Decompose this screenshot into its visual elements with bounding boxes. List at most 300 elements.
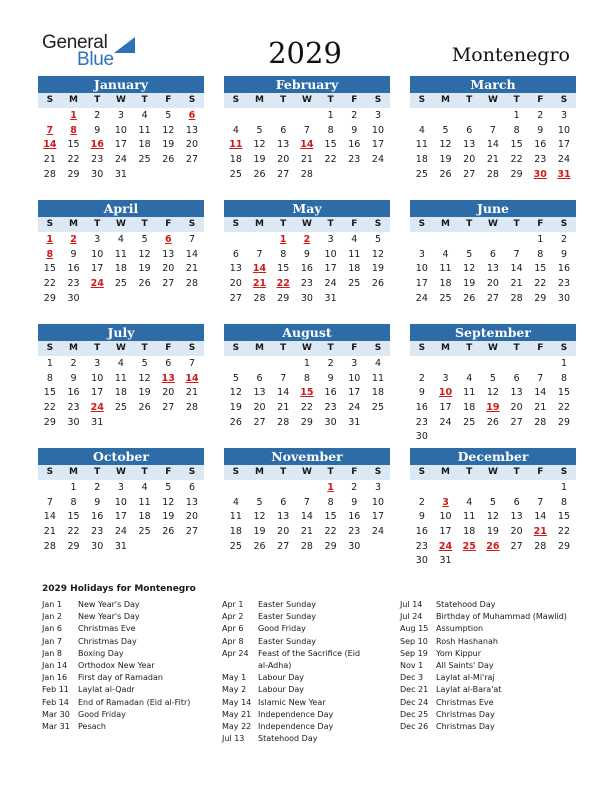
day-cell: 29 [324, 540, 337, 552]
holiday-row [400, 623, 574, 635]
day-cell: 4 [117, 358, 124, 369]
day-cell: 11 [114, 372, 127, 384]
weekday-label: T [141, 219, 148, 229]
day-cell: 16 [534, 139, 547, 151]
day-cell: 9 [418, 387, 425, 399]
month-header: November [224, 448, 390, 465]
day-cell: 30 [324, 416, 337, 428]
day-cell: 11 [463, 387, 476, 399]
day-cell: 17 [415, 278, 428, 290]
day-cell: 4 [466, 372, 473, 384]
day-cell: 10 [348, 372, 361, 384]
day-cell: 2 [351, 482, 358, 493]
year-title: 2029 [268, 36, 342, 70]
day-cell: 12 [138, 248, 151, 260]
holiday-day: 14 [252, 263, 267, 275]
day-cell: 19 [463, 278, 476, 290]
day-cell: 17 [439, 526, 452, 538]
day-cell: 24 [439, 416, 452, 428]
day-cell: 30 [91, 168, 104, 180]
day-cell: 3 [560, 110, 567, 121]
logo-text-blue: Blue [77, 49, 114, 70]
day-cell: 20 [229, 278, 242, 290]
weekday-label: W [115, 467, 126, 477]
holiday-date: Jan 16 [42, 673, 68, 683]
holiday-date: Apr 8 [222, 636, 244, 646]
day-cell: 13 [277, 511, 290, 523]
holiday-row [42, 684, 216, 696]
holiday-name: Christmas Eve [436, 697, 494, 707]
day-cell: 19 [253, 526, 266, 538]
weekday-label: T [280, 467, 287, 477]
holiday-row [42, 648, 216, 660]
day-cell: 29 [510, 168, 523, 180]
day-grid [410, 108, 576, 181]
weekday-label: S [418, 467, 426, 477]
month-january [38, 76, 204, 181]
day-cell: 1 [537, 234, 544, 245]
day-cell: 29 [67, 540, 80, 552]
weekday-label: S [560, 343, 568, 353]
holiday-date: Dec 24 [400, 697, 429, 707]
day-cell: 13 [510, 511, 523, 523]
logo-text-general: General [42, 32, 108, 53]
day-cell: 9 [537, 124, 544, 136]
day-empty [224, 108, 248, 123]
weekday-label: S [188, 95, 196, 105]
holiday-name: New Year's Day [78, 600, 140, 609]
day-cell: 16 [557, 263, 571, 275]
day-cell: 6 [466, 124, 473, 136]
holiday-day: 26 [486, 540, 500, 552]
holiday-date: Jan 8 [42, 648, 62, 658]
weekday-label: S [374, 467, 382, 477]
day-empty [434, 108, 458, 123]
weekday-label: W [301, 219, 312, 229]
weekday-label: W [301, 467, 312, 477]
holiday-row [222, 599, 396, 611]
holiday-date: Jan 7 [42, 636, 62, 646]
day-cell: 27 [510, 416, 523, 428]
weekday-label: W [115, 95, 126, 105]
day-cell: 8 [327, 124, 334, 136]
day-cell: 11 [463, 511, 476, 523]
day-cell: 9 [94, 124, 101, 136]
month-header: December [410, 448, 576, 465]
holiday-row [222, 684, 396, 696]
holiday-column [42, 599, 216, 733]
holiday-day: 24 [90, 402, 104, 414]
day-cell: 18 [415, 154, 428, 166]
day-cell: 13 [162, 248, 175, 260]
day-cell: 19 [138, 387, 151, 399]
day-cell: 5 [489, 496, 496, 508]
holiday-date: Feb 11 [42, 685, 69, 695]
holiday-day: 30 [533, 168, 547, 180]
holiday-name: Assumption [436, 624, 484, 634]
holiday-date: Sep 19 [400, 648, 428, 658]
holiday-row [400, 611, 574, 623]
day-cell: 3 [327, 234, 334, 245]
day-cell: 25 [415, 168, 428, 180]
day-empty [224, 232, 248, 247]
holiday-name: Christmas Day [436, 721, 495, 731]
day-cell: 25 [114, 402, 127, 414]
day-cell: 28 [43, 540, 56, 552]
day-cell: 13 [229, 263, 242, 275]
holiday-name: Christmas Day [436, 709, 495, 719]
day-grid [38, 108, 204, 181]
day-cell: 25 [229, 540, 242, 552]
holiday-day: 14 [43, 139, 57, 151]
holiday-name: Birthday of Muhammad (Mawlid) [436, 612, 567, 622]
day-empty [481, 356, 505, 371]
day-cell: 28 [534, 416, 547, 428]
holiday-date: Apr 6 [222, 624, 244, 634]
holiday-name: Good Friday [258, 624, 306, 634]
day-cell: 12 [371, 248, 385, 260]
day-cell: 29 [277, 292, 290, 304]
day-cell: 21 [510, 278, 523, 290]
weekday-label: S [560, 95, 568, 105]
weekday-label: F [165, 95, 172, 105]
holiday-date: Jan 6 [42, 624, 62, 634]
holiday-name: Feast of the Sacrifice (Eid al-Adha) [258, 648, 361, 670]
day-cell: 23 [91, 154, 104, 166]
day-cell: 27 [463, 168, 476, 180]
day-cell: 24 [557, 154, 571, 166]
day-cell: 5 [374, 234, 381, 245]
day-cell: 7 [188, 358, 195, 369]
day-cell: 28 [486, 168, 499, 180]
weekday-label: S [46, 467, 54, 477]
weekday-label: T [94, 467, 101, 477]
holiday-name: All Saints' Day [436, 660, 494, 670]
day-grid [224, 356, 390, 429]
weekday-label: M [69, 343, 79, 353]
day-empty [248, 356, 272, 371]
weekday-label: W [301, 95, 312, 105]
day-cell: 26 [463, 292, 476, 304]
holiday-day: 24 [90, 278, 104, 290]
holiday-day: 31 [557, 168, 571, 180]
weekday-label: F [537, 95, 544, 105]
day-cell: 17 [324, 263, 337, 275]
day-cell: 4 [442, 248, 449, 260]
holiday-row [222, 733, 396, 745]
holiday-row [42, 660, 216, 672]
day-cell: 7 [256, 248, 263, 260]
month-header: June [410, 200, 576, 217]
weekday-header [410, 217, 576, 232]
day-cell: 18 [463, 402, 476, 414]
day-empty [38, 480, 62, 495]
day-cell: 7 [303, 496, 310, 508]
holiday-date: May 2 [222, 685, 247, 695]
day-cell: 19 [162, 139, 175, 151]
day-cell: 22 [300, 402, 313, 414]
day-cell: 5 [141, 358, 148, 369]
day-cell: 7 [537, 372, 544, 384]
day-cell: 27 [229, 292, 242, 304]
holiday-date: May 14 [222, 697, 252, 707]
day-cell: 2 [418, 372, 425, 384]
day-empty [295, 108, 319, 123]
holiday-date: Jan 2 [42, 612, 62, 622]
holiday-row [222, 697, 396, 709]
weekday-label: F [537, 467, 544, 477]
day-cell: 12 [486, 387, 499, 399]
day-cell: 23 [415, 540, 428, 552]
weekday-label: T [280, 219, 287, 229]
day-cell: 22 [67, 154, 80, 166]
weekday-label: S [46, 219, 54, 229]
day-cell: 14 [486, 139, 499, 151]
day-cell: 1 [327, 110, 334, 121]
weekday-label: T [327, 219, 334, 229]
day-cell: 20 [510, 526, 523, 538]
weekday-label: M [255, 95, 265, 105]
holiday-day: 8 [46, 248, 54, 260]
holiday-name: Labour Day [258, 673, 305, 683]
holiday-day: 2 [303, 234, 311, 245]
day-cell: 10 [371, 496, 385, 508]
day-cell: 15 [510, 139, 523, 151]
day-cell: 11 [229, 511, 242, 523]
weekday-header [410, 93, 576, 108]
weekday-label: M [69, 219, 79, 229]
day-cell: 3 [374, 482, 381, 493]
day-cell: 19 [439, 154, 452, 166]
day-cell: 3 [94, 234, 101, 245]
month-header: March [410, 76, 576, 93]
day-cell: 23 [67, 402, 80, 414]
day-cell: 1 [513, 110, 520, 121]
holiday-date: Dec 21 [400, 685, 429, 695]
weekday-label: S [232, 467, 240, 477]
day-cell: 16 [324, 387, 337, 399]
month-header: August [224, 324, 390, 341]
weekday-label: T [466, 95, 473, 105]
day-cell: 27 [486, 292, 499, 304]
day-cell: 21 [43, 526, 56, 538]
day-cell: 1 [560, 358, 567, 369]
weekday-header [38, 93, 204, 108]
month-header: May [224, 200, 390, 217]
day-cell: 23 [557, 278, 571, 290]
holiday-row [400, 636, 574, 648]
day-cell: 28 [277, 416, 290, 428]
day-cell: 10 [114, 124, 127, 136]
day-cell: 22 [43, 402, 56, 414]
day-cell: 24 [371, 526, 385, 538]
day-cell: 18 [463, 526, 476, 538]
day-cell: 31 [114, 168, 127, 180]
day-cell: 29 [43, 292, 56, 304]
day-cell: 27 [510, 540, 523, 552]
holiday-row [42, 636, 216, 648]
day-cell: 7 [303, 124, 310, 136]
holiday-column [222, 599, 396, 745]
day-cell: 24 [114, 526, 127, 538]
month-header: April [38, 200, 204, 217]
day-cell: 7 [280, 372, 287, 384]
day-cell: 31 [439, 555, 452, 567]
day-grid [38, 232, 204, 305]
day-empty [271, 356, 295, 371]
day-empty [410, 108, 434, 123]
day-cell: 12 [439, 139, 452, 151]
day-cell: 9 [560, 248, 567, 260]
holiday-date: Jan 1 [42, 600, 62, 609]
holiday-day: 1 [46, 234, 54, 245]
month-header: July [38, 324, 204, 341]
day-cell: 19 [138, 263, 151, 275]
day-empty [434, 232, 458, 247]
holiday-day: 16 [90, 139, 104, 151]
day-cell: 5 [165, 482, 172, 493]
day-cell: 3 [351, 358, 358, 369]
day-cell: 8 [70, 496, 77, 508]
day-cell: 5 [442, 124, 449, 136]
day-cell: 20 [162, 263, 175, 275]
day-cell: 29 [67, 168, 80, 180]
day-cell: 1 [46, 358, 53, 369]
day-cell: 15 [43, 387, 56, 399]
day-cell: 26 [486, 416, 499, 428]
day-empty [248, 480, 272, 495]
day-cell: 12 [162, 496, 175, 508]
holiday-name: Laylat al-Bara'at [436, 685, 502, 695]
day-cell: 14 [534, 511, 547, 523]
day-cell: 11 [138, 124, 151, 136]
weekday-label: S [232, 343, 240, 353]
month-july [38, 324, 204, 429]
holiday-day: 10 [438, 387, 453, 399]
day-cell: 22 [534, 278, 547, 290]
day-cell: 5 [256, 496, 263, 508]
day-empty [224, 356, 248, 371]
day-cell: 17 [114, 139, 127, 151]
day-cell: 18 [229, 526, 242, 538]
month-header: October [38, 448, 204, 465]
day-cell: 13 [277, 139, 290, 151]
weekday-label: T [327, 343, 334, 353]
day-cell: 11 [348, 248, 361, 260]
day-cell: 13 [510, 387, 523, 399]
holiday-day: 21 [252, 278, 267, 290]
day-cell: 24 [324, 278, 337, 290]
holiday-row [222, 648, 396, 672]
day-empty [434, 480, 458, 495]
weekday-label: F [537, 343, 544, 353]
day-cell: 23 [534, 154, 547, 166]
day-cell: 5 [165, 110, 172, 121]
weekday-label: S [374, 219, 382, 229]
day-cell: 23 [91, 526, 104, 538]
weekday-label: F [165, 343, 172, 353]
holiday-name: New Year's Day [78, 612, 140, 622]
day-cell: 3 [418, 248, 425, 260]
weekday-label: T [141, 467, 148, 477]
day-cell: 27 [162, 402, 175, 414]
day-cell: 6 [232, 248, 239, 260]
day-cell: 23 [300, 278, 313, 290]
day-empty [410, 232, 434, 247]
day-cell: 15 [67, 139, 80, 151]
weekday-label: W [487, 95, 498, 105]
weekday-label: T [466, 467, 473, 477]
day-cell: 23 [348, 154, 361, 166]
day-cell: 18 [138, 139, 151, 151]
day-cell: 20 [463, 154, 476, 166]
weekday-label: W [115, 343, 126, 353]
holiday-name: Rosh Hashanah [436, 636, 498, 646]
day-empty [224, 480, 248, 495]
day-cell: 18 [114, 263, 127, 275]
holiday-name: Laylat al-Qadr [78, 685, 135, 695]
holiday-date: Feb 14 [42, 697, 69, 707]
holiday-date: Nov 1 [400, 660, 424, 670]
weekday-label: S [560, 219, 568, 229]
weekday-label: T [94, 95, 101, 105]
holiday-day: 3 [442, 496, 449, 508]
day-cell: 18 [371, 387, 385, 399]
day-grid [224, 232, 390, 305]
weekday-label: S [232, 95, 240, 105]
holiday-name: Islamic New Year [258, 697, 326, 707]
holiday-day: 19 [486, 402, 500, 414]
day-cell: 5 [232, 372, 239, 384]
day-cell: 12 [486, 511, 499, 523]
day-cell: 7 [188, 234, 195, 245]
holiday-row [42, 721, 216, 733]
day-cell: 21 [534, 402, 547, 414]
day-cell: 15 [277, 263, 290, 275]
day-cell: 30 [415, 431, 428, 443]
day-cell: 26 [253, 168, 266, 180]
day-cell: 4 [232, 496, 239, 508]
weekday-label: S [374, 95, 382, 105]
day-cell: 25 [371, 402, 385, 414]
holiday-row [222, 672, 396, 684]
month-september [410, 324, 576, 444]
day-cell: 5 [466, 248, 473, 260]
day-cell: 10 [439, 511, 452, 523]
weekday-label: T [513, 467, 520, 477]
month-april [38, 200, 204, 305]
holiday-date: May 21 [222, 709, 252, 719]
day-cell: 2 [70, 358, 77, 369]
day-cell: 30 [67, 416, 80, 428]
holiday-day: 13 [161, 372, 175, 384]
holiday-name: Orthodox New Year [78, 660, 155, 670]
day-cell: 26 [138, 278, 151, 290]
day-cell: 23 [348, 526, 361, 538]
day-empty [528, 480, 552, 495]
holiday-row [400, 672, 574, 684]
day-cell: 5 [256, 124, 263, 136]
day-cell: 23 [324, 402, 337, 414]
holiday-date: Jan 14 [42, 660, 68, 670]
holiday-day: 8 [70, 124, 77, 136]
weekday-label: F [351, 95, 358, 105]
day-cell: 31 [348, 416, 361, 428]
day-cell: 30 [91, 540, 104, 552]
day-cell: 25 [138, 154, 151, 166]
day-cell: 11 [439, 263, 452, 275]
holiday-day: 6 [164, 234, 172, 245]
